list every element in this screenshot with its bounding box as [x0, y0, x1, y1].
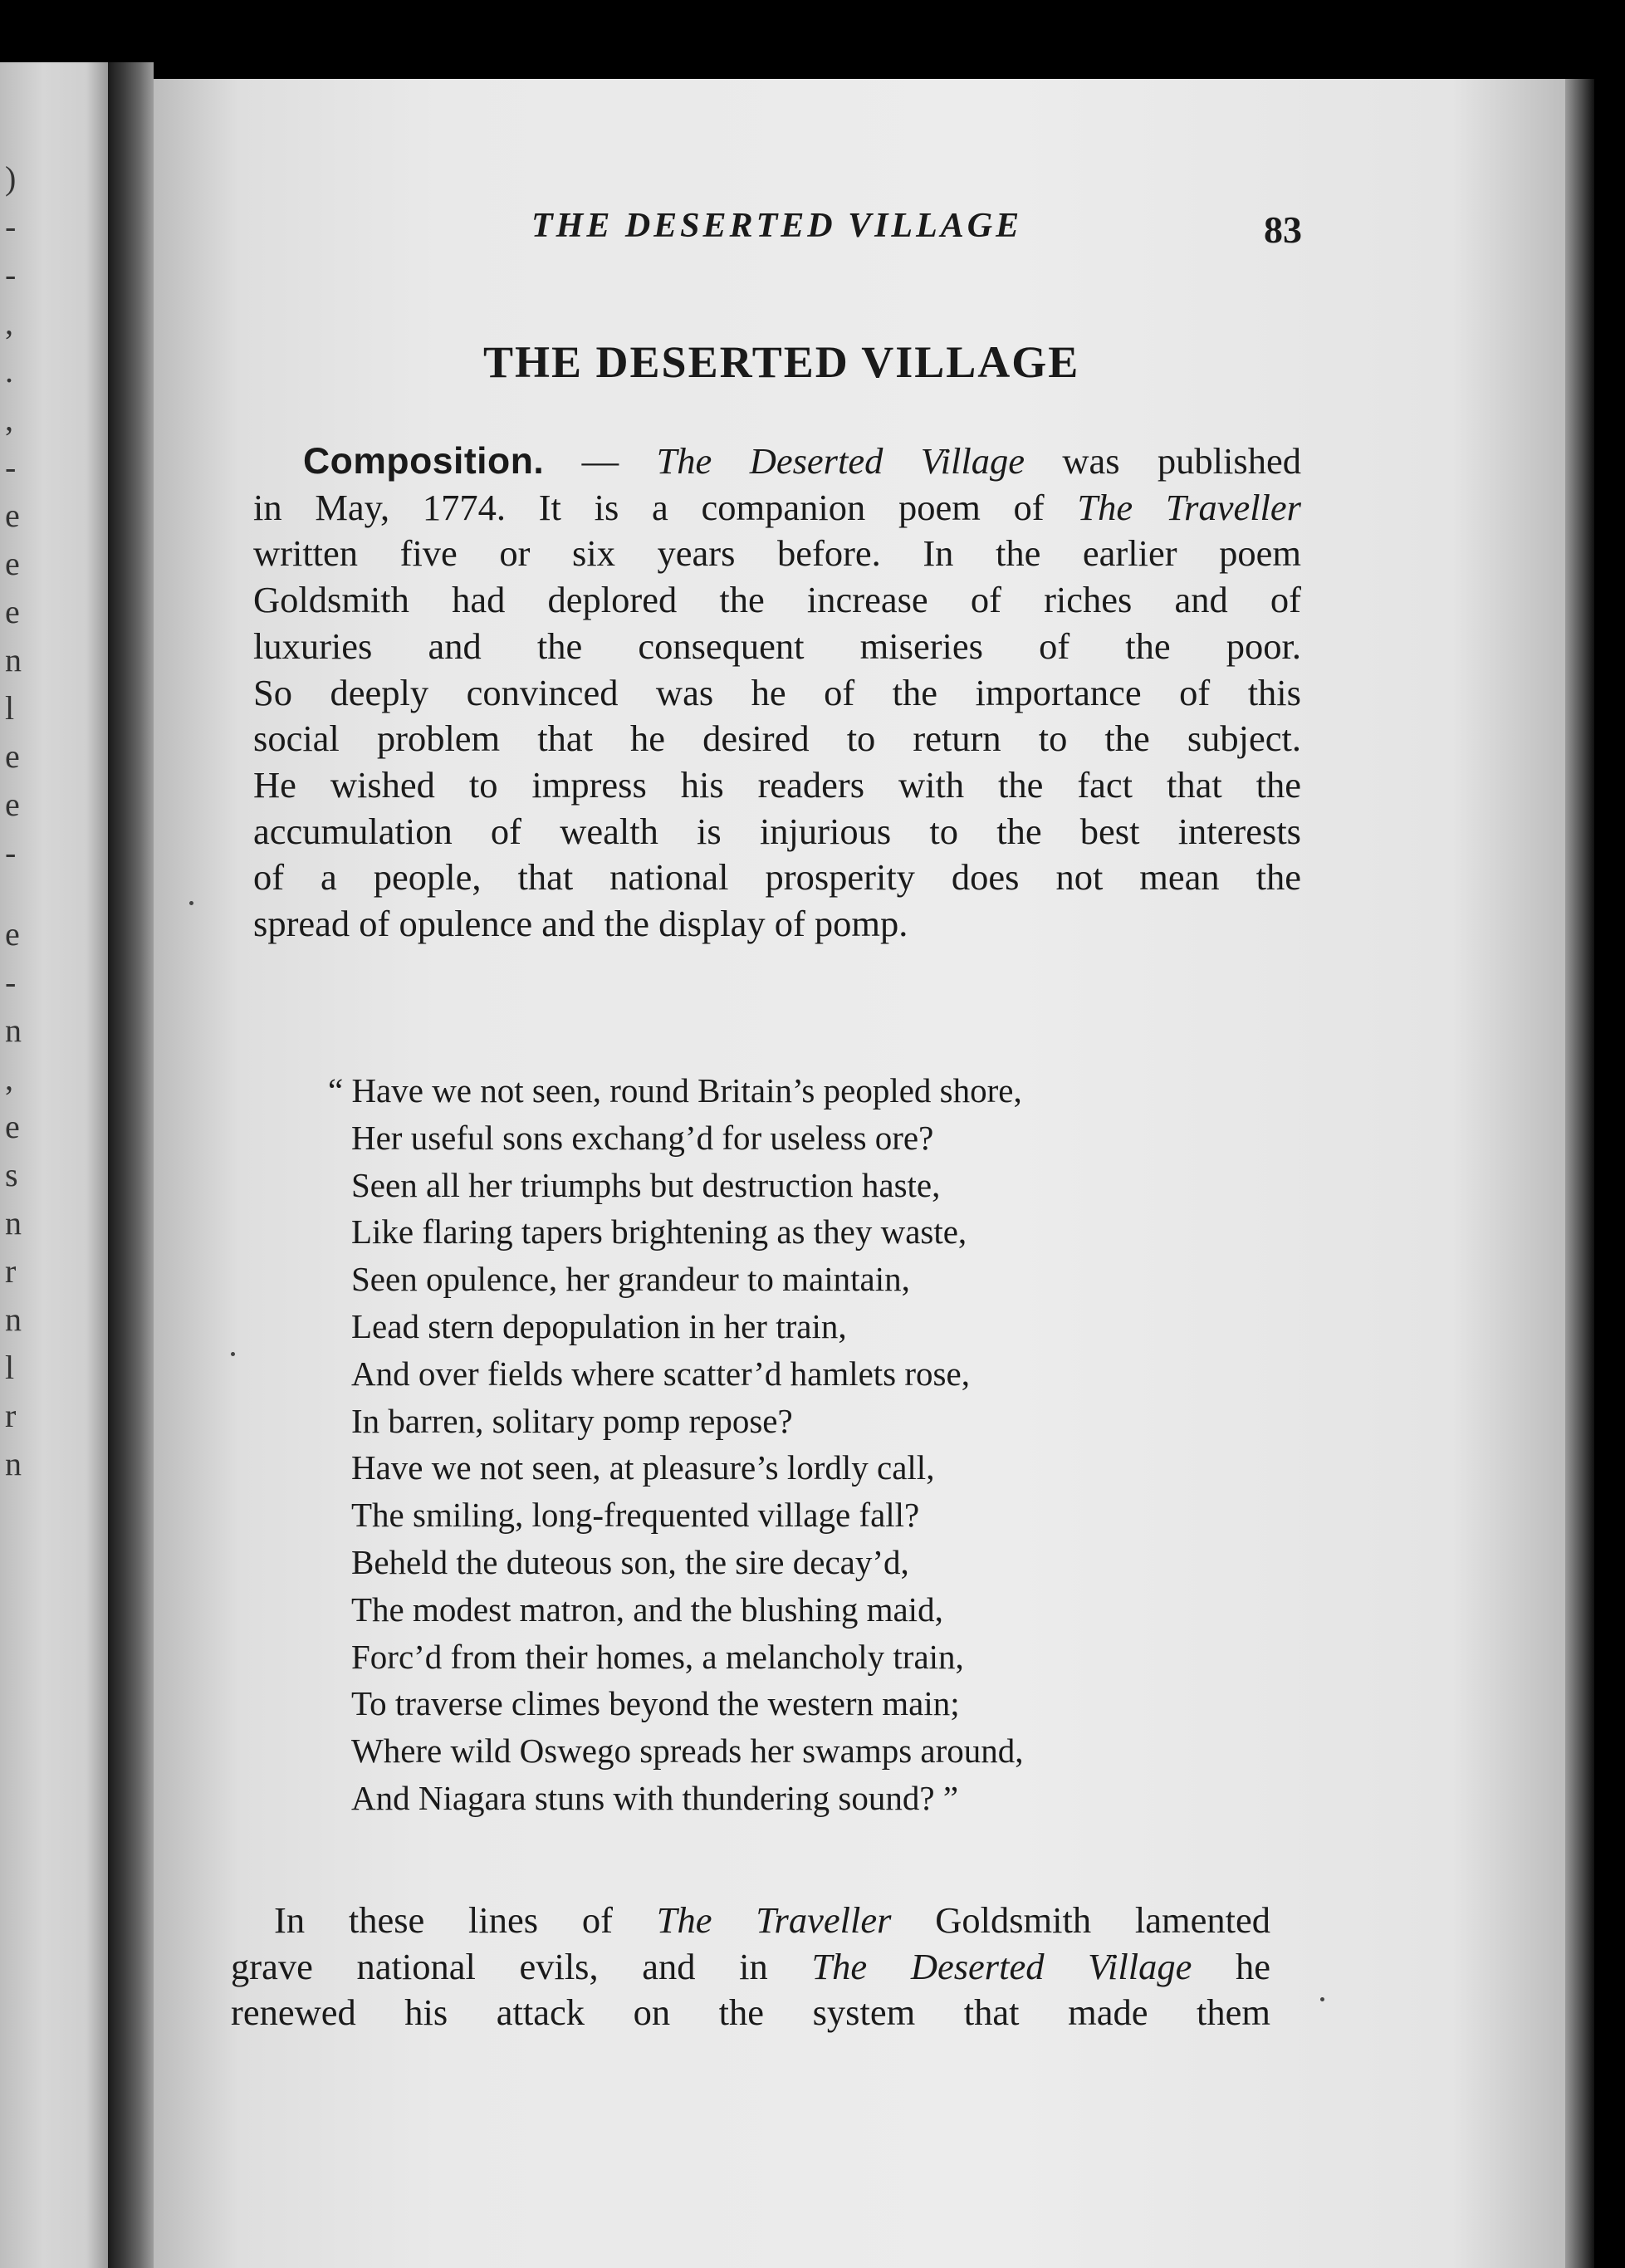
- previous-page-fragment: e: [5, 593, 20, 630]
- poem-line: In barren, solitary pomp repose?: [351, 1401, 793, 1440]
- previous-page-fragment: -: [5, 256, 17, 293]
- paragraph-line: [231, 1898, 1270, 1944]
- previous-page-fragment: -: [5, 963, 17, 1001]
- chapter-title: THE DESERTED VILLAGE: [483, 337, 1080, 387]
- title-italic: The Deserted Village: [656, 440, 1025, 482]
- previous-page-fragment: n: [5, 641, 22, 678]
- paragraph-line: accumulation of wealth is injurious to the best interests: [253, 810, 1301, 852]
- paragraph-line: renewed his attack on the system that made them: [231, 1991, 1270, 2034]
- previous-page-fragment: -: [5, 208, 17, 245]
- previous-page-fragment: -: [5, 448, 17, 486]
- book-gutter: [108, 62, 154, 2268]
- line-text: grave national evils, and in: [231, 1945, 812, 1987]
- poem-line: And over fields where scatter’d hamlets rose,: [351, 1354, 970, 1393]
- scan-speck: [231, 1352, 235, 1356]
- paragraph-line: He wished to impress his readers with the fact that the: [253, 763, 1301, 806]
- poem-line: Have we not seen, at pleasure’s lordly call,: [351, 1448, 935, 1487]
- previous-page-fragment: l: [5, 689, 15, 727]
- previous-page-fragment: r: [5, 1252, 17, 1290]
- composition-paragraph: [253, 438, 1301, 948]
- previous-page-edge: [0, 62, 108, 2268]
- poem-line: Her useful sons exchang’d for useless ore?: [351, 1118, 934, 1157]
- previous-page-fragment: ,: [5, 304, 13, 341]
- paragraph-line: luxuries and the consequent miseries of the poor.: [253, 625, 1301, 667]
- paragraph-line: social problem that he desired to return to the subject.: [253, 718, 1301, 760]
- line-text: was published: [1024, 440, 1301, 482]
- poem-line: Beheld the duteous son, the sire decay’d,: [351, 1542, 909, 1581]
- poem-line: Seen all her triumphs but destruction haste,: [351, 1165, 941, 1204]
- previous-page-fragment: ,: [5, 400, 13, 438]
- previous-page-fragment: e: [5, 1108, 20, 1145]
- running-head: THE DESERTED VILLAGE: [531, 207, 1023, 245]
- title-italic: The Traveller: [1077, 486, 1301, 528]
- previous-page-fragment: ): [5, 159, 17, 197]
- line-text: Goldsmith lamented: [891, 1899, 1270, 1941]
- previous-page-fragment: n: [5, 1445, 22, 1482]
- previous-page-fragment: e: [5, 786, 20, 823]
- poem-line: Where wild Oswego spreads her swamps around,: [351, 1732, 1024, 1771]
- poem-line: Lead stern depopulation in her train,: [351, 1306, 847, 1345]
- line-text: in May, 1774. It is a companion poem of: [253, 486, 1078, 528]
- previous-page-fragment: e: [5, 545, 20, 582]
- poem-line: To traverse climes beyond the western main;: [351, 1684, 960, 1723]
- page-edge-shadow: [1565, 79, 1594, 2268]
- previous-page-fragment: n: [5, 1204, 22, 1242]
- line-text: In these lines of: [274, 1899, 657, 1941]
- previous-page-fragment: -: [5, 834, 17, 871]
- previous-page-fragment: n: [5, 1301, 22, 1338]
- commentary-paragraph: [231, 1898, 1270, 2036]
- paragraph-line: So deeply convinced was he of the importance of this: [253, 671, 1301, 713]
- poem-line: Seen opulence, her grandeur to maintain,: [351, 1260, 910, 1299]
- previous-page-fragment: e: [5, 497, 20, 534]
- poem-line: The smiling, long-frequented village fall?: [351, 1496, 920, 1535]
- poem-line: “ Have we not seen, round Britain’s peopled shore,: [328, 1071, 1022, 1110]
- paragraph-line: [231, 1944, 1270, 1991]
- poem-line: And Niagara stuns with thundering sound? ”: [351, 1778, 959, 1817]
- previous-page-fragment: s: [5, 1156, 18, 1193]
- section-label: Composition.: [303, 441, 545, 482]
- page-number: 83: [1264, 208, 1302, 251]
- paragraph-line: Goldsmith had deplored the increase of riches and of: [253, 579, 1301, 621]
- line-text: he: [1192, 1945, 1270, 1987]
- previous-page-fragment: r: [5, 1397, 17, 1434]
- poem-line: The modest matron, and the blushing maid,: [351, 1590, 943, 1629]
- title-italic: The Traveller: [656, 1899, 892, 1941]
- poem-line: Like flaring tapers brightening as they waste,: [351, 1212, 967, 1252]
- paragraph-line: of a people, that national prosperity does not mean the: [253, 856, 1301, 899]
- scan-speck: [1320, 1997, 1324, 2001]
- previous-page-fragment: e: [5, 915, 20, 953]
- previous-page-fragment: ,: [5, 1060, 13, 1097]
- paragraph-line: [253, 438, 1301, 485]
- dash: —: [544, 440, 657, 482]
- paragraph-line: [253, 485, 1301, 531]
- previous-page-fragment: l: [5, 1349, 15, 1386]
- previous-page-fragment: .: [5, 352, 13, 389]
- title-italic: The Deserted Village: [811, 1945, 1192, 1987]
- previous-page-fragment: e: [5, 737, 20, 775]
- paragraph-line: written five or six years before. In the earlier poem: [253, 532, 1301, 575]
- previous-page-fragment: n: [5, 1012, 22, 1049]
- scan-speck: [189, 901, 193, 905]
- poem-line: Forc’d from their homes, a melancholy train,: [351, 1637, 964, 1676]
- poem-quotation: [328, 1067, 1024, 1822]
- paragraph-line: spread of opulence and the display of pomp.: [253, 903, 908, 945]
